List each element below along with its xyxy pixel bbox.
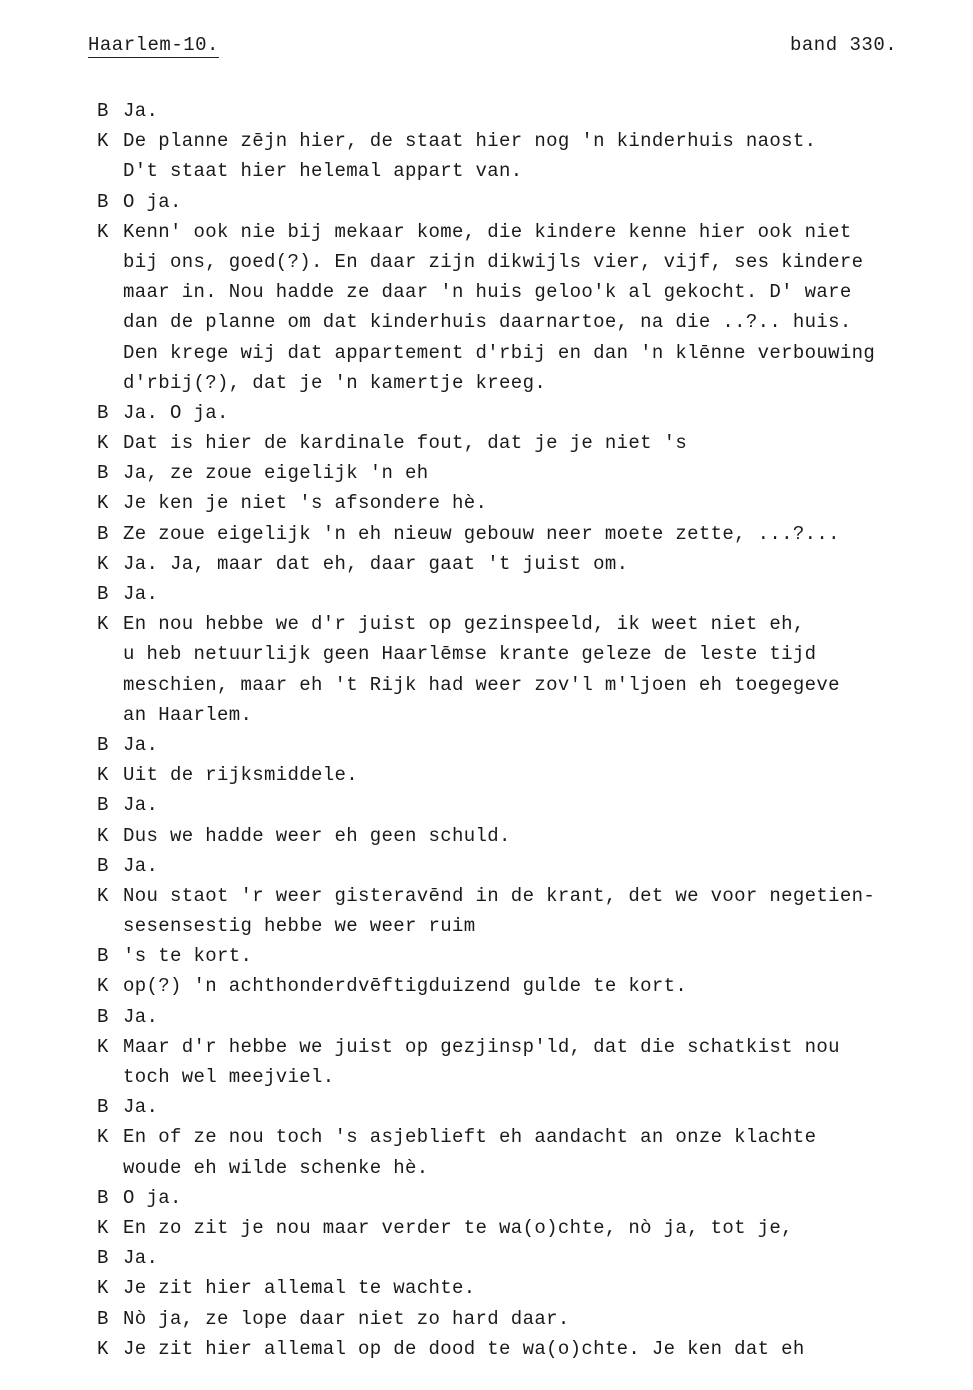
utterance xyxy=(123,458,973,488)
speaker-label: K xyxy=(97,824,109,847)
utterance xyxy=(123,851,973,881)
utterance xyxy=(123,1304,973,1334)
utterance xyxy=(123,398,973,428)
transcript-turn xyxy=(0,126,973,186)
utterance-line: sesensestig hebbe we weer ruim xyxy=(123,915,476,938)
transcript-turn xyxy=(0,1213,973,1243)
utterance xyxy=(123,1183,973,1213)
utterance xyxy=(123,126,973,186)
utterance xyxy=(123,1243,973,1273)
document-location-header: Haarlem-10. xyxy=(88,34,219,56)
utterance xyxy=(123,730,973,760)
speaker-label: K xyxy=(97,884,109,907)
utterance xyxy=(123,488,973,518)
utterance-line: 's te kort. xyxy=(123,945,253,968)
utterance xyxy=(123,609,973,730)
transcript-turn xyxy=(0,851,973,881)
speaker-label: K xyxy=(97,1277,109,1300)
utterance-line: Maar d'r hebbe we juist op gezjinsp'ld, dat die schatkist nou xyxy=(123,1035,840,1058)
utterance-line: Ze zoue eigelijk 'n eh nieuw gebouw neer moete zette, ...?... xyxy=(123,522,840,545)
speaker-label: K xyxy=(97,1035,109,1058)
utterance xyxy=(123,821,973,851)
speaker-label: B xyxy=(97,945,109,968)
speaker-label: K xyxy=(97,613,109,636)
speaker-label: B xyxy=(97,462,109,485)
utterance-line: En nou hebbe we d'r juist op gezinspeeld, ik weet niet eh, xyxy=(123,613,805,636)
utterance-line: O ja. xyxy=(123,190,182,213)
utterance-line: Ja. Ja, maar dat eh, daar gaat 't juist om. xyxy=(123,552,629,575)
utterance-line: Ja. xyxy=(123,1005,159,1028)
transcript-turn xyxy=(0,1243,973,1273)
speaker-label: B xyxy=(97,1005,109,1028)
utterance-line: bij ons, goed(?). En daar zijn dikwijls vier, vijf, ses kindere xyxy=(123,250,864,273)
utterance xyxy=(123,941,973,971)
utterance-line: Ja. xyxy=(123,583,159,605)
transcript-turn xyxy=(0,790,973,820)
utterance-line: Je zit hier allemal op de dood te wa(o)chte. Je ken dat eh xyxy=(123,1337,805,1360)
transcript-turn xyxy=(0,1273,973,1303)
utterance-line: Ja. xyxy=(123,733,159,756)
transcript-turn xyxy=(0,760,973,790)
speaker-label: B xyxy=(97,1247,109,1270)
utterance-line: Je ken je niet 's afsondere hè. xyxy=(123,492,488,515)
utterance-line: Ja. xyxy=(123,1247,159,1270)
speaker-label: B xyxy=(97,522,109,545)
utterance xyxy=(123,1032,973,1092)
utterance-line: Ja. O ja. xyxy=(123,401,229,424)
utterance-line: Nò ja, ze lope daar niet zo hard daar. xyxy=(123,1307,570,1330)
utterance-line: Ja. xyxy=(123,854,159,877)
speaker-label: B xyxy=(97,733,109,756)
transcript-turn xyxy=(0,1032,973,1092)
speaker-label: B xyxy=(97,190,109,213)
utterance-line: D't staat hier helemal appart van. xyxy=(123,160,523,183)
transcript-turn xyxy=(0,488,973,518)
utterance-line: an Haarlem. xyxy=(123,703,253,726)
speaker-label: B xyxy=(97,401,109,424)
transcript-turn xyxy=(0,1122,973,1182)
transcript-turn xyxy=(0,730,973,760)
utterance xyxy=(123,1273,973,1303)
utterance xyxy=(123,971,973,1001)
speaker-label: B xyxy=(97,100,109,122)
utterance-line: Nou staot 'r weer gisteravēnd in de krant, det we voor negetien- xyxy=(123,884,876,907)
utterance xyxy=(123,760,973,790)
speaker-label: B xyxy=(97,583,109,605)
utterance-line: O ja. xyxy=(123,1186,182,1209)
speaker-label: B xyxy=(97,854,109,877)
utterance-line: Ja. xyxy=(123,100,159,122)
speaker-label: K xyxy=(97,552,109,575)
transcript-turn xyxy=(0,971,973,1001)
utterance-line: Ja. xyxy=(123,794,159,817)
speaker-label: K xyxy=(97,764,109,787)
utterance-line: De planne zējn hier, de staat hier nog 'n kinderhuis naost. xyxy=(123,130,817,153)
transcript-turn xyxy=(0,549,973,579)
transcript-turn xyxy=(0,428,973,458)
transcript-turn xyxy=(0,579,973,609)
utterance xyxy=(123,96,973,126)
utterance xyxy=(123,549,973,579)
transcript-turn xyxy=(0,1002,973,1032)
utterance-line: meschien, maar eh 't Rijk had weer zov'l m'ljoen eh toegegeve xyxy=(123,673,840,696)
transcript-turn xyxy=(0,821,973,851)
utterance xyxy=(123,579,973,609)
speaker-label: K xyxy=(97,130,109,153)
utterance-line: op(?) 'n achthonderdvēftigduizend gulde te kort. xyxy=(123,975,688,998)
transcript-turn xyxy=(0,941,973,971)
utterance-line: En of ze nou toch 's asjeblieft eh aandacht an onze klachte xyxy=(123,1126,817,1149)
utterance xyxy=(123,790,973,820)
speaker-label: B xyxy=(97,1186,109,1209)
utterance-line: Je zit hier allemal te wachte. xyxy=(123,1277,476,1300)
utterance-line: Dus we hadde weer eh geen schuld. xyxy=(123,824,511,847)
transcript-turn xyxy=(0,1183,973,1213)
utterance-line: d'rbij(?), dat je 'n kamertje kreeg. xyxy=(123,371,547,394)
transcript-turn xyxy=(0,519,973,549)
utterance-line: Uit de rijksmiddele. xyxy=(123,764,359,787)
speaker-label: B xyxy=(97,794,109,817)
speaker-label: K xyxy=(97,1126,109,1149)
utterance xyxy=(123,217,973,398)
speaker-label: K xyxy=(97,432,109,455)
utterance xyxy=(123,187,973,217)
tape-number-header: band 330. xyxy=(790,34,898,56)
speaker-label: K xyxy=(97,1337,109,1360)
utterance xyxy=(123,881,973,941)
transcript-body xyxy=(0,96,973,1364)
utterance-line: Ja. xyxy=(123,1096,159,1119)
transcript-turn xyxy=(0,609,973,730)
speaker-label: K xyxy=(97,492,109,515)
transcript-turn xyxy=(0,1092,973,1122)
utterance-line: Den krege wij dat appartement d'rbij en dan 'n klēnne verbouwing xyxy=(123,341,876,364)
utterance xyxy=(123,1092,973,1122)
transcript-turn xyxy=(0,1304,973,1334)
utterance xyxy=(123,1002,973,1032)
utterance-line: Kenn' ook nie bij mekaar kome, die kindere kenne hier ook niet xyxy=(123,220,852,243)
utterance-line: toch wel meejviel. xyxy=(123,1066,335,1088)
utterance-line: En zo zit je nou maar verder te wa(o)chte, nò ja, tot je, xyxy=(123,1216,793,1239)
utterance xyxy=(123,1334,973,1364)
speaker-label: K xyxy=(97,220,109,243)
speaker-label: K xyxy=(97,975,109,998)
utterance xyxy=(123,428,973,458)
speaker-label: K xyxy=(97,1216,109,1239)
utterance-line: u heb netuurlijk geen Haarlēmse krante geleze de leste tijd xyxy=(123,643,817,666)
utterance xyxy=(123,1213,973,1243)
transcript-turn xyxy=(0,398,973,428)
utterance-line: Ja, ze zoue eigelijk 'n eh xyxy=(123,462,429,485)
transcript-turn xyxy=(0,96,973,126)
transcript-turn xyxy=(0,458,973,488)
utterance-line: Dat is hier de kardinale fout, dat je je niet 's xyxy=(123,432,688,455)
transcript-turn xyxy=(0,1334,973,1364)
utterance-line: maar in. Nou hadde ze daar 'n huis geloo'k al gekocht. D' ware xyxy=(123,281,852,304)
utterance xyxy=(123,1122,973,1182)
speaker-label: B xyxy=(97,1307,109,1330)
utterance-line: dan de planne om dat kinderhuis daarnartoe, na die ..?.. huis. xyxy=(123,311,852,334)
transcript-turn xyxy=(0,881,973,941)
utterance xyxy=(123,519,973,549)
transcript-turn xyxy=(0,187,973,217)
utterance-line: woude eh wilde schenke hè. xyxy=(123,1156,429,1179)
transcript-turn xyxy=(0,217,973,398)
speaker-label: B xyxy=(97,1096,109,1119)
